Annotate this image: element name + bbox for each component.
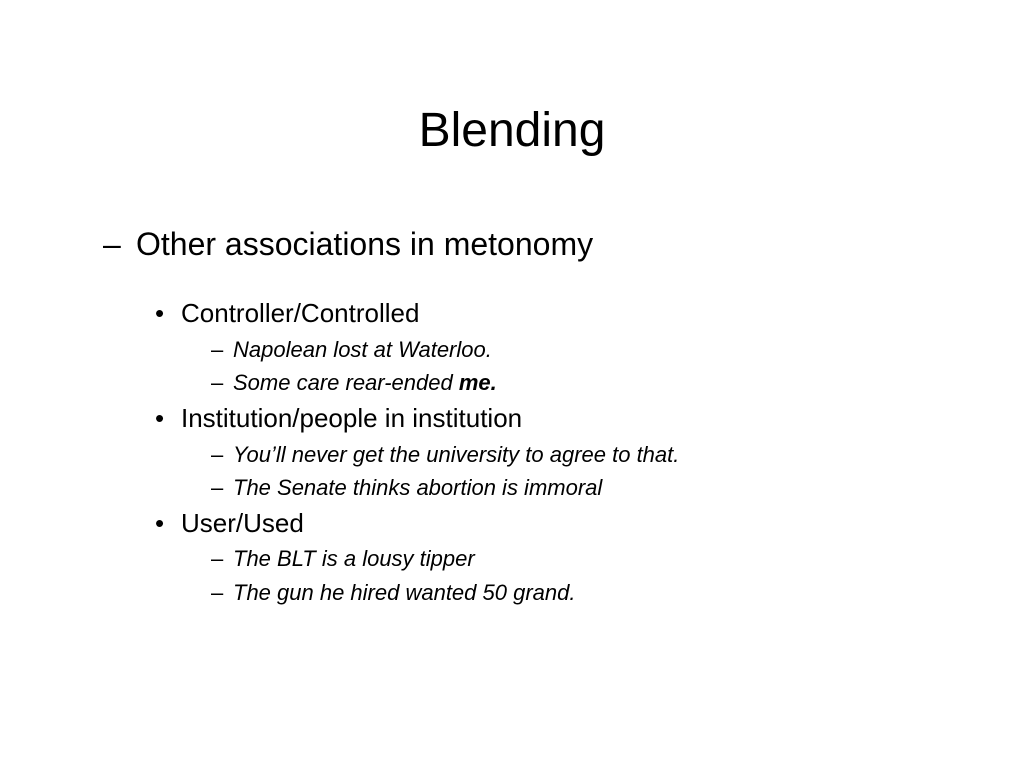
example-text-main: The gun he hired wanted 50 grand. — [233, 580, 576, 605]
example-text-bold: me. — [458, 370, 497, 395]
example-text-main: The Senate thinks abortion is immoral — [233, 475, 603, 500]
dash-marker: – — [211, 442, 224, 467]
slide-title: Blending — [418, 104, 606, 157]
example-text — [233, 546, 475, 572]
example-text — [233, 580, 575, 606]
dash-marker: – — [103, 226, 121, 262]
bullet-label: User/Used — [181, 508, 304, 538]
heading-text: Other associations in metonomy — [136, 226, 594, 262]
dash-marker: – — [211, 337, 224, 362]
dash-marker: – — [211, 475, 224, 500]
bullet-marker: • — [155, 508, 165, 538]
example-text-main: Napolean lost at Waterloo. — [233, 337, 492, 362]
example-text-main: The BLT is a lousy tipper — [233, 546, 475, 571]
example-text-main: Some care rear-ended — [233, 370, 459, 395]
example-text — [233, 337, 492, 363]
example-text — [233, 442, 679, 468]
bullet-label: Institution/people in institution — [181, 403, 523, 433]
bullet-label: Controller/Controlled — [181, 298, 420, 328]
example-text — [233, 370, 497, 396]
example-text-main: You’ll never get the university to agree to that. — [233, 442, 680, 467]
bullet-marker: • — [155, 298, 165, 328]
dash-marker: – — [211, 546, 224, 571]
dash-marker: – — [211, 370, 224, 395]
bullet-marker: • — [155, 403, 165, 433]
example-text — [233, 475, 602, 501]
dash-marker: – — [211, 580, 224, 605]
